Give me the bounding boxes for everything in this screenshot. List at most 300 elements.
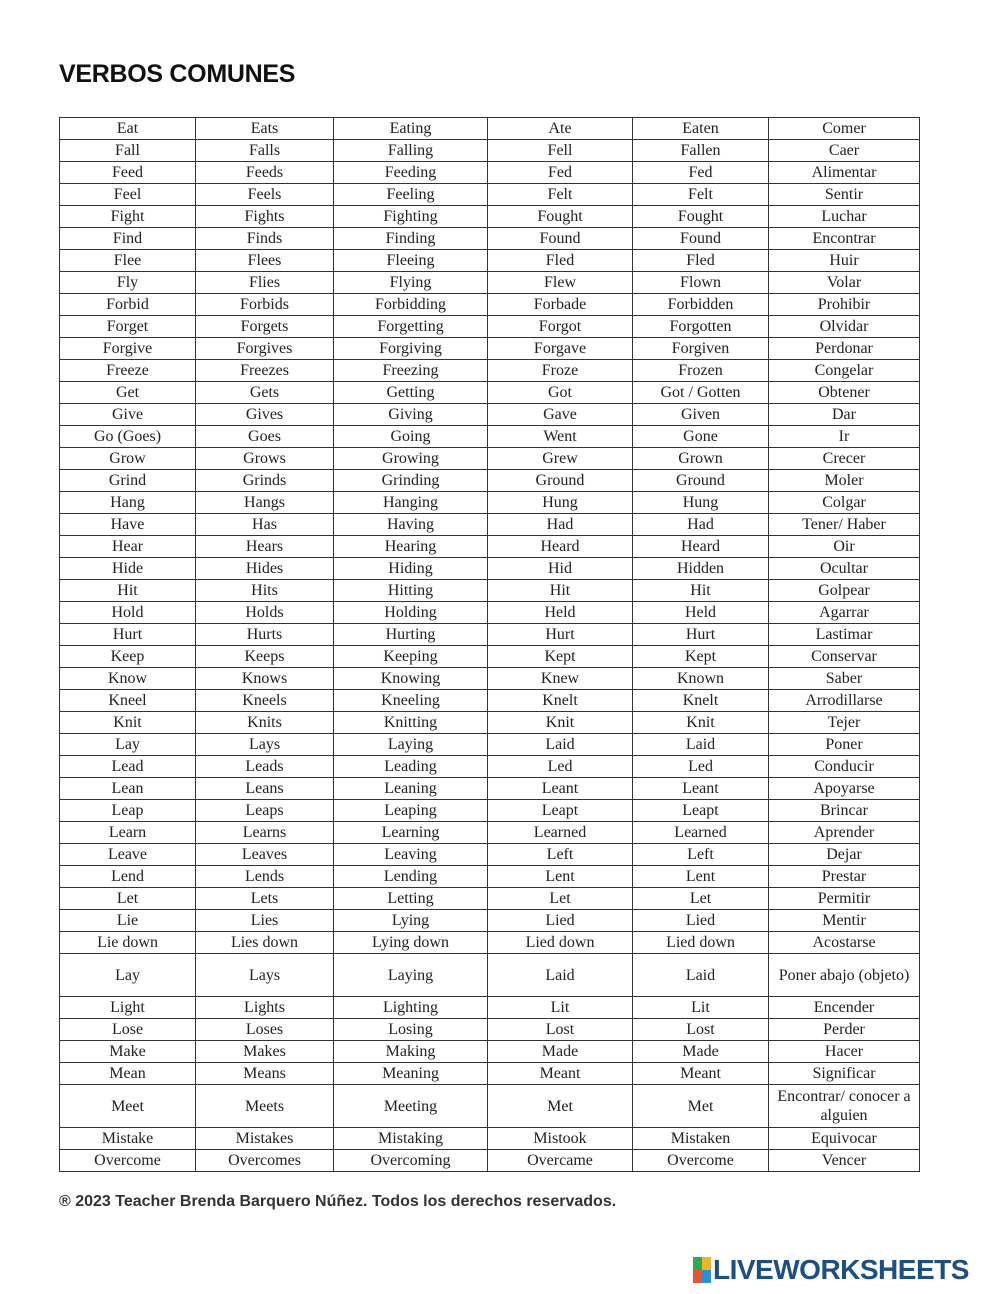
table-cell: Lost [633, 1019, 769, 1041]
table-row [60, 866, 920, 888]
table-cell: Mistaking [334, 1128, 488, 1150]
table-row [60, 932, 920, 954]
table-row [60, 822, 920, 844]
table-cell: Growing [334, 448, 488, 470]
table-row [60, 448, 920, 470]
table-cell: Ground [488, 470, 633, 492]
table-cell: Overcoming [334, 1150, 488, 1172]
table-cell: Having [334, 514, 488, 536]
table-cell: Giving [334, 404, 488, 426]
table-cell: Gets [196, 382, 334, 404]
table-cell: Gone [633, 426, 769, 448]
table-cell: Kneel [60, 690, 196, 712]
table-cell: Eaten [633, 118, 769, 140]
table-cell: Perder [769, 1019, 920, 1041]
table-cell: Fallen [633, 140, 769, 162]
table-cell: Hurt [633, 624, 769, 646]
table-cell: Leaning [334, 778, 488, 800]
table-cell: Making [334, 1041, 488, 1063]
table-cell: Fleeing [334, 250, 488, 272]
table-cell: Laid [633, 734, 769, 756]
table-cell: Lay [60, 954, 196, 997]
table-cell: Alimentar [769, 162, 920, 184]
table-cell: Meant [488, 1063, 633, 1085]
table-row [60, 1150, 920, 1172]
table-cell: Prohibir [769, 294, 920, 316]
table-cell: Forgetting [334, 316, 488, 338]
table-cell: Learned [633, 822, 769, 844]
table-cell: Mistook [488, 1128, 633, 1150]
table-row [60, 910, 920, 932]
table-cell: Knowing [334, 668, 488, 690]
table-row [60, 536, 920, 558]
table-cell: Eats [196, 118, 334, 140]
table-cell: Known [633, 668, 769, 690]
table-row [60, 470, 920, 492]
table-cell: Forbidden [633, 294, 769, 316]
table-cell: Oir [769, 536, 920, 558]
table-cell: Hit [60, 580, 196, 602]
table-cell: Sentir [769, 184, 920, 206]
table-row [60, 206, 920, 228]
table-cell: Lends [196, 866, 334, 888]
table-cell: Fell [488, 140, 633, 162]
table-cell: Ir [769, 426, 920, 448]
table-cell: Volar [769, 272, 920, 294]
table-cell: Lent [633, 866, 769, 888]
table-cell: Leant [488, 778, 633, 800]
table-cell: Felt [633, 184, 769, 206]
table-cell: Hacer [769, 1041, 920, 1063]
table-row [60, 184, 920, 206]
table-cell: Flying [334, 272, 488, 294]
table-cell: Finding [334, 228, 488, 250]
table-cell: Had [633, 514, 769, 536]
table-cell: Lit [488, 997, 633, 1019]
table-row [60, 162, 920, 184]
table-cell: Brincar [769, 800, 920, 822]
table-cell: Lying down [334, 932, 488, 954]
table-cell: Feeding [334, 162, 488, 184]
table-cell: Fled [488, 250, 633, 272]
table-cell: Hiding [334, 558, 488, 580]
table-cell: Held [633, 602, 769, 624]
table-row [60, 1063, 920, 1085]
table-cell: Forgot [488, 316, 633, 338]
liveworksheets-logo-icon [693, 1257, 711, 1283]
table-cell: Forbid [60, 294, 196, 316]
table-cell: Grows [196, 448, 334, 470]
table-cell: Lays [196, 954, 334, 997]
table-cell: Forgave [488, 338, 633, 360]
table-row [60, 690, 920, 712]
table-row [60, 712, 920, 734]
table-row [60, 954, 920, 997]
table-cell: Hurt [488, 624, 633, 646]
table-cell: Perdonar [769, 338, 920, 360]
table-cell: Prestar [769, 866, 920, 888]
table-row [60, 580, 920, 602]
table-cell: Mistake [60, 1128, 196, 1150]
table-cell: Overcome [60, 1150, 196, 1172]
table-row [60, 558, 920, 580]
table-cell: Keeps [196, 646, 334, 668]
table-cell: Knit [488, 712, 633, 734]
table-cell: Forgets [196, 316, 334, 338]
table-cell: Knew [488, 668, 633, 690]
table-cell: Fought [633, 206, 769, 228]
table-cell: Hidden [633, 558, 769, 580]
table-cell: Knitting [334, 712, 488, 734]
table-cell: Lied down [488, 932, 633, 954]
table-cell: Gave [488, 404, 633, 426]
table-cell: Leave [60, 844, 196, 866]
table-row [60, 118, 920, 140]
table-cell: Meets [196, 1085, 334, 1128]
table-cell: Kneeling [334, 690, 488, 712]
table-cell: Hits [196, 580, 334, 602]
table-cell: Meet [60, 1085, 196, 1128]
table-cell: Dar [769, 404, 920, 426]
table-cell: Means [196, 1063, 334, 1085]
table-cell: Kneels [196, 690, 334, 712]
table-cell: Loses [196, 1019, 334, 1041]
table-cell: Luchar [769, 206, 920, 228]
table-cell: Found [488, 228, 633, 250]
table-cell: Grew [488, 448, 633, 470]
table-cell: Knelt [633, 690, 769, 712]
table-cell: Learn [60, 822, 196, 844]
table-cell: Grown [633, 448, 769, 470]
table-cell: Had [488, 514, 633, 536]
table-cell: Tejer [769, 712, 920, 734]
table-cell: Laid [488, 734, 633, 756]
table-cell: Forget [60, 316, 196, 338]
table-row [60, 997, 920, 1019]
table-cell: Lying [334, 910, 488, 932]
table-cell: Make [60, 1041, 196, 1063]
table-cell: Feel [60, 184, 196, 206]
table-cell: Forgiving [334, 338, 488, 360]
table-cell: Saber [769, 668, 920, 690]
table-cell: Knows [196, 668, 334, 690]
table-cell: Keep [60, 646, 196, 668]
table-cell: Vencer [769, 1150, 920, 1172]
table-cell: Lights [196, 997, 334, 1019]
table-cell: Learning [334, 822, 488, 844]
table-cell: Fled [633, 250, 769, 272]
table-cell: Find [60, 228, 196, 250]
table-cell: Got [488, 382, 633, 404]
table-cell: Lie down [60, 932, 196, 954]
table-cell: Let [488, 888, 633, 910]
table-cell: Poner abajo (objeto) [769, 954, 920, 997]
table-cell: Lie [60, 910, 196, 932]
table-cell: Flee [60, 250, 196, 272]
table-cell: Mistakes [196, 1128, 334, 1150]
table-cell: Freezes [196, 360, 334, 382]
table-row [60, 602, 920, 624]
table-cell: Ocultar [769, 558, 920, 580]
table-cell: Hang [60, 492, 196, 514]
table-cell: Mentir [769, 910, 920, 932]
table-cell: Letting [334, 888, 488, 910]
table-cell: Leant [633, 778, 769, 800]
table-row [60, 756, 920, 778]
table-cell: Has [196, 514, 334, 536]
table-cell: Losing [334, 1019, 488, 1041]
table-cell: Poner [769, 734, 920, 756]
table-cell: Flies [196, 272, 334, 294]
table-cell: Arrodillarse [769, 690, 920, 712]
table-cell: Frozen [633, 360, 769, 382]
table-cell: Left [633, 844, 769, 866]
table-cell: Lays [196, 734, 334, 756]
table-cell: Lit [633, 997, 769, 1019]
table-cell: Mistaken [633, 1128, 769, 1150]
table-cell: Hung [633, 492, 769, 514]
table-cell: Got / Gotten [633, 382, 769, 404]
table-cell: Encender [769, 997, 920, 1019]
table-cell: Golpear [769, 580, 920, 602]
table-cell: Conservar [769, 646, 920, 668]
table-cell: Apoyarse [769, 778, 920, 800]
table-cell: Hear [60, 536, 196, 558]
table-row [60, 338, 920, 360]
table-cell: Fed [488, 162, 633, 184]
table-cell: Forbidding [334, 294, 488, 316]
table-cell: Gives [196, 404, 334, 426]
table-cell: Let [60, 888, 196, 910]
table-cell: Lend [60, 866, 196, 888]
table-cell: Knit [633, 712, 769, 734]
copyright-footer: ® 2023 Teacher Brenda Barquero Núñez. Todos los derechos reservados. [59, 1193, 617, 1210]
table-cell: Met [488, 1085, 633, 1128]
table-row [60, 800, 920, 822]
table-cell: Lies [196, 910, 334, 932]
table-cell: Feeds [196, 162, 334, 184]
table-row [60, 514, 920, 536]
table-cell: Froze [488, 360, 633, 382]
table-row [60, 294, 920, 316]
table-cell: Lied down [633, 932, 769, 954]
table-cell: Lose [60, 1019, 196, 1041]
table-row [60, 316, 920, 338]
table-cell: Overcomes [196, 1150, 334, 1172]
table-cell: Laid [633, 954, 769, 997]
table-cell: Hitting [334, 580, 488, 602]
table-cell: Go (Goes) [60, 426, 196, 448]
table-cell: Eating [334, 118, 488, 140]
table-cell: Holds [196, 602, 334, 624]
table-cell: Colgar [769, 492, 920, 514]
table-cell: Fly [60, 272, 196, 294]
table-cell: Hid [488, 558, 633, 580]
table-cell: Obtener [769, 382, 920, 404]
liveworksheets-logo [693, 1254, 969, 1286]
table-cell: Freeze [60, 360, 196, 382]
table-row [60, 426, 920, 448]
table-cell: Kept [633, 646, 769, 668]
table-cell: Hide [60, 558, 196, 580]
table-cell: Crecer [769, 448, 920, 470]
table-cell: Feeling [334, 184, 488, 206]
table-cell: Let [633, 888, 769, 910]
table-cell: Flown [633, 272, 769, 294]
liveworksheets-logo-text: LIVEWORKSHEETS [713, 1254, 969, 1285]
table-cell: Lay [60, 734, 196, 756]
table-cell: Forbade [488, 294, 633, 316]
table-row [60, 272, 920, 294]
table-cell: Have [60, 514, 196, 536]
table-cell: Leading [334, 756, 488, 778]
table-cell: Lets [196, 888, 334, 910]
table-cell: Met [633, 1085, 769, 1128]
table-cell: Caer [769, 140, 920, 162]
verbs-table-body [60, 118, 920, 1172]
table-cell: Equivocar [769, 1128, 920, 1150]
table-cell: Holding [334, 602, 488, 624]
table-cell: Forgives [196, 338, 334, 360]
table-cell: Know [60, 668, 196, 690]
table-cell: Hearing [334, 536, 488, 558]
table-row [60, 1128, 920, 1150]
table-row [60, 668, 920, 690]
table-row [60, 844, 920, 866]
table-cell: Fought [488, 206, 633, 228]
table-cell: Leads [196, 756, 334, 778]
table-row [60, 492, 920, 514]
table-cell: Lead [60, 756, 196, 778]
table-cell: Forbids [196, 294, 334, 316]
table-cell: Fighting [334, 206, 488, 228]
table-row [60, 624, 920, 646]
table-cell: Leapt [488, 800, 633, 822]
table-cell: Left [488, 844, 633, 866]
table-cell: Conducir [769, 756, 920, 778]
table-cell: Going [334, 426, 488, 448]
table-cell: Hit [488, 580, 633, 602]
table-cell: Leaping [334, 800, 488, 822]
table-cell: Acostarse [769, 932, 920, 954]
table-cell: Hides [196, 558, 334, 580]
table-row [60, 1085, 920, 1128]
table-row [60, 228, 920, 250]
table-cell: Ground [633, 470, 769, 492]
table-row [60, 250, 920, 272]
table-cell: Hurts [196, 624, 334, 646]
table-row [60, 646, 920, 668]
table-cell: Olvidar [769, 316, 920, 338]
table-cell: Hears [196, 536, 334, 558]
table-cell: Hold [60, 602, 196, 624]
table-cell: Hung [488, 492, 633, 514]
table-cell: Held [488, 602, 633, 624]
table-cell: Fed [633, 162, 769, 184]
table-cell: Lastimar [769, 624, 920, 646]
table-cell: Goes [196, 426, 334, 448]
table-cell: Feed [60, 162, 196, 184]
table-cell: Falling [334, 140, 488, 162]
table-cell: Forgiven [633, 338, 769, 360]
table-cell: Forgotten [633, 316, 769, 338]
table-cell: Knit [60, 712, 196, 734]
table-cell: Significar [769, 1063, 920, 1085]
table-cell: Mean [60, 1063, 196, 1085]
table-cell: Learns [196, 822, 334, 844]
table-cell: Lies down [196, 932, 334, 954]
table-cell: Moler [769, 470, 920, 492]
table-row [60, 382, 920, 404]
table-cell: Made [633, 1041, 769, 1063]
table-cell: Meant [633, 1063, 769, 1085]
table-cell: Led [633, 756, 769, 778]
table-row [60, 1041, 920, 1063]
table-row [60, 734, 920, 756]
table-cell: Laid [488, 954, 633, 997]
table-cell: Freezing [334, 360, 488, 382]
table-cell: Grow [60, 448, 196, 470]
table-cell: Meaning [334, 1063, 488, 1085]
table-cell: Leapt [633, 800, 769, 822]
table-cell: Lean [60, 778, 196, 800]
table-cell: Aprender [769, 822, 920, 844]
table-cell: Meeting [334, 1085, 488, 1128]
table-cell: Kept [488, 646, 633, 668]
table-cell: Falls [196, 140, 334, 162]
table-cell: Feels [196, 184, 334, 206]
table-row [60, 888, 920, 910]
table-cell: Huir [769, 250, 920, 272]
table-cell: Hanging [334, 492, 488, 514]
table-row [60, 140, 920, 162]
table-cell: Hangs [196, 492, 334, 514]
table-cell: Leans [196, 778, 334, 800]
table-cell: Knelt [488, 690, 633, 712]
table-cell: Leaving [334, 844, 488, 866]
table-row [60, 778, 920, 800]
table-cell: Congelar [769, 360, 920, 382]
table-cell: Hurting [334, 624, 488, 646]
table-cell: Get [60, 382, 196, 404]
table-cell: Knits [196, 712, 334, 734]
table-cell: Flew [488, 272, 633, 294]
table-cell: Fights [196, 206, 334, 228]
table-cell: Fight [60, 206, 196, 228]
table-cell: Leaves [196, 844, 334, 866]
table-cell: Heard [633, 536, 769, 558]
table-cell: Flees [196, 250, 334, 272]
table-cell: Hurt [60, 624, 196, 646]
table-cell: Heard [488, 536, 633, 558]
table-cell: Makes [196, 1041, 334, 1063]
table-cell: Getting [334, 382, 488, 404]
table-cell: Lost [488, 1019, 633, 1041]
table-cell: Leaps [196, 800, 334, 822]
table-cell: Found [633, 228, 769, 250]
table-cell: Went [488, 426, 633, 448]
table-cell: Leap [60, 800, 196, 822]
table-cell: Lied [488, 910, 633, 932]
verbs-table [59, 117, 920, 1172]
table-cell: Lighting [334, 997, 488, 1019]
page-title: VERBOS COMUNES [59, 60, 296, 88]
table-cell: Eat [60, 118, 196, 140]
table-cell: Ate [488, 118, 633, 140]
table-cell: Laying [334, 954, 488, 997]
table-cell: Felt [488, 184, 633, 206]
table-cell: Laying [334, 734, 488, 756]
